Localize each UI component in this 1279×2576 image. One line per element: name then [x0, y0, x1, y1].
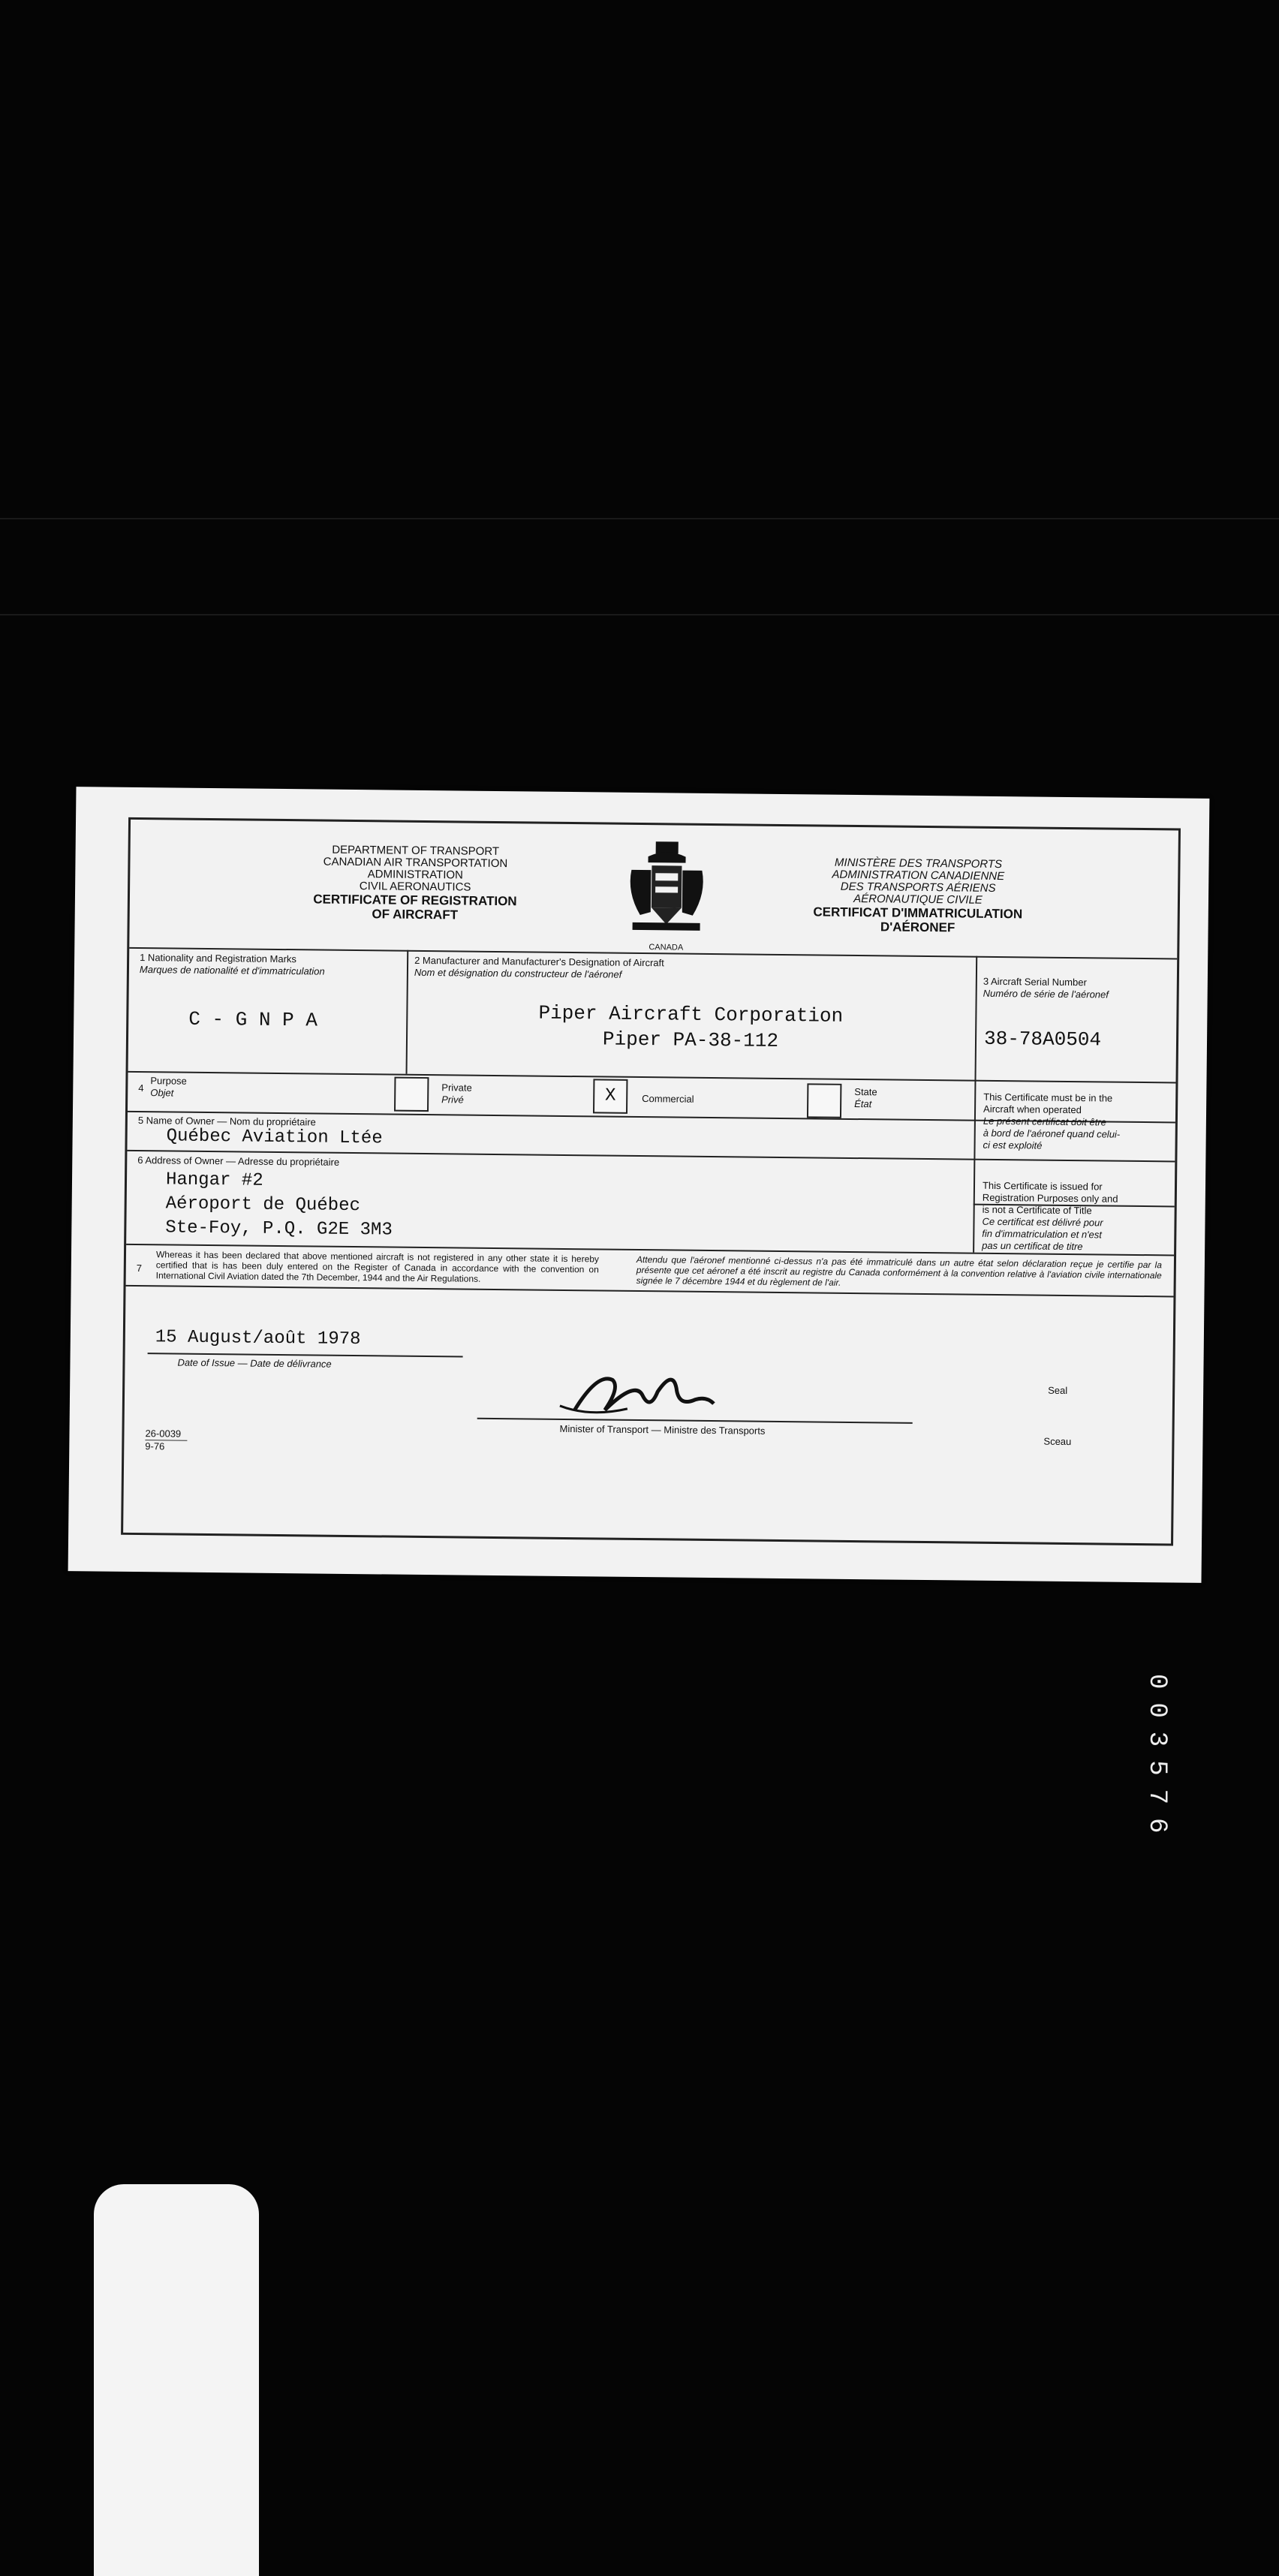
scan-line: [0, 614, 1279, 615]
issue-date: 15 August/août 1978: [155, 1327, 361, 1350]
header-fr-title: CERTIFICAT D'IMMATRICULATION: [813, 904, 1023, 922]
note-line: Ce certificat est délivré pour: [982, 1215, 1103, 1229]
field2-label-en: 2 Manufacturer and Manufacturer's Designation of Aircraft: [414, 954, 664, 969]
field2-label-fr: Nom et désignation du constructeur de l'aéronef: [414, 966, 622, 980]
field1-label: [140, 952, 402, 979]
header-en-line: CIVIL AERONAUTICS: [359, 880, 471, 894]
field3-label-en: 3 Aircraft Serial Number: [983, 975, 1087, 989]
state-label-fr: État: [854, 1098, 872, 1110]
commercial-label: Commercial: [642, 1093, 694, 1105]
note-line: is not a Certificate of Title: [982, 1203, 1092, 1217]
declaration-fr: Attendu que l'aéronef mentionné ci-dessus n'a pas été immatriculé dans un autre état selon déclaration reçue je certifie par la présente que cet aéronef a été inscrit au registre du Canada conformément à la convention relative à l'aviation civile internationale signée le 7 décembre 1944 et du règlement de l'air.: [636, 1253, 1162, 1288]
field3-label: [983, 976, 1171, 1002]
note-line: Registration Purposes only and: [982, 1191, 1118, 1205]
field3-label-fr: Numéro de série de l'aéronef: [983, 987, 1109, 1001]
field1-label-en: 1 Nationality and Registration Marks: [140, 952, 297, 965]
must-be-note: [983, 1091, 1168, 1154]
commercial-mark: X: [604, 1085, 616, 1106]
rule: [973, 956, 977, 1253]
scan-line: [0, 518, 1279, 519]
aircraft-model: Piper PA-38-112: [602, 1028, 779, 1052]
header-en-line: ADMINISTRATION: [367, 868, 464, 882]
state-checkbox: [807, 1083, 841, 1118]
signature: [545, 1365, 726, 1427]
header-fr-title: D'AÉRONEF: [880, 919, 955, 935]
manufacturer-name: Piper Aircraft Corporation: [538, 1001, 844, 1028]
declaration-en: Whereas it has been declared that above mentioned aircraft is not registered in any other state it is hereby certified that is has been duly entered on the Register of Canada in accordance with the convention on International Civil Aviation dated the 7th December, 1944 and the Air Regulations.: [155, 1249, 600, 1284]
header-en: [280, 844, 551, 923]
light-leak: [94, 2184, 259, 2576]
field4-label-en: Purpose: [150, 1075, 187, 1087]
header-en-line: CANADIAN AIR TRANSPORTATION: [323, 855, 508, 871]
private-label: [441, 1082, 472, 1106]
issue-date-label: Date of Issue — Date de délivrance: [177, 1356, 332, 1370]
header-fr-line: MINISTÈRE DES TRANSPORTS: [834, 856, 1003, 871]
note-line: fin d'immatriculation et n'est: [982, 1227, 1103, 1241]
field7-number: 7: [136, 1262, 143, 1274]
field2-label: [414, 955, 940, 984]
field4-label: [150, 1075, 187, 1100]
registration-certificate: [68, 787, 1210, 1583]
header-fr: [783, 856, 1054, 936]
header-en-title: CERTIFICATE OF REGISTRATION: [313, 892, 517, 909]
note-line: à bord de l'aéronef quand celui-: [983, 1127, 1121, 1140]
frame-number: 003576: [1142, 1674, 1171, 1847]
manufacturer: [406, 999, 976, 1056]
crest-label: CANADA: [649, 943, 684, 952]
header-en-title: OF AIRCRAFT: [372, 907, 459, 922]
private-checkbox: [394, 1077, 429, 1112]
address-line: Aéroport de Québec: [165, 1193, 361, 1217]
address-line: Hangar #2: [165, 1169, 263, 1191]
header-fr-line: AÉRONAUTIQUE CIVILE: [853, 892, 983, 907]
address-line: Ste-Foy, P.Q. G2E 3M3: [165, 1217, 393, 1241]
field4-number: 4: [138, 1082, 144, 1094]
note-line: pas un certificat de titre: [982, 1239, 1083, 1253]
crest-icon: [624, 840, 708, 938]
note-line: Le présent certificat doit être: [983, 1115, 1107, 1128]
issued-for-note: [982, 1180, 1167, 1254]
note-line: Aircraft when operated: [983, 1103, 1082, 1116]
signature-label: Minister of Transport — Ministre des Transports: [559, 1422, 766, 1437]
form-revision: 9-76: [145, 1440, 187, 1453]
field4-label-fr: Objet: [150, 1087, 174, 1099]
certificate-border: [121, 817, 1181, 1546]
field5-label: 5 Name of Owner — Nom du propriétaire: [137, 1115, 316, 1128]
rule: [128, 1071, 1176, 1084]
form-number: [145, 1428, 187, 1453]
state-label: [854, 1086, 877, 1110]
signature-mark: [545, 1365, 726, 1427]
field1-label-fr: Marques de nationalité et d'immatriculation: [139, 964, 325, 977]
state-label-en: State: [854, 1086, 877, 1098]
header-fr-line: ADMINISTRATION CANADIENNE: [832, 868, 1005, 883]
owner-name: Québec Aviation Ltée: [166, 1126, 383, 1149]
private-label-fr: Privé: [441, 1094, 464, 1106]
coat-of-arms: [624, 840, 709, 953]
commercial-checkbox: [593, 1079, 627, 1113]
field6-label: 6 Address of Owner — Adresse du propriétaire: [137, 1154, 340, 1168]
note-line: ci est exploité: [983, 1139, 1043, 1151]
seal-label-en: Seal: [1048, 1384, 1068, 1396]
header-fr-line: DES TRANSPORTS AÉRIENS: [840, 880, 996, 895]
header-en-line: DEPARTMENT OF TRANSPORT: [332, 843, 500, 859]
form-number-value: 26-0039: [145, 1428, 182, 1440]
note-line: This Certificate must be in the: [983, 1091, 1113, 1104]
serial-number: 38-78A0504: [983, 1027, 1102, 1052]
private-label-en: Private: [441, 1082, 472, 1094]
owner-address: [165, 1168, 393, 1242]
seal-label-fr: Sceau: [1043, 1435, 1072, 1448]
registration-marks: C - G N P A: [188, 1007, 318, 1032]
note-line: This Certificate is issued for: [982, 1179, 1103, 1193]
